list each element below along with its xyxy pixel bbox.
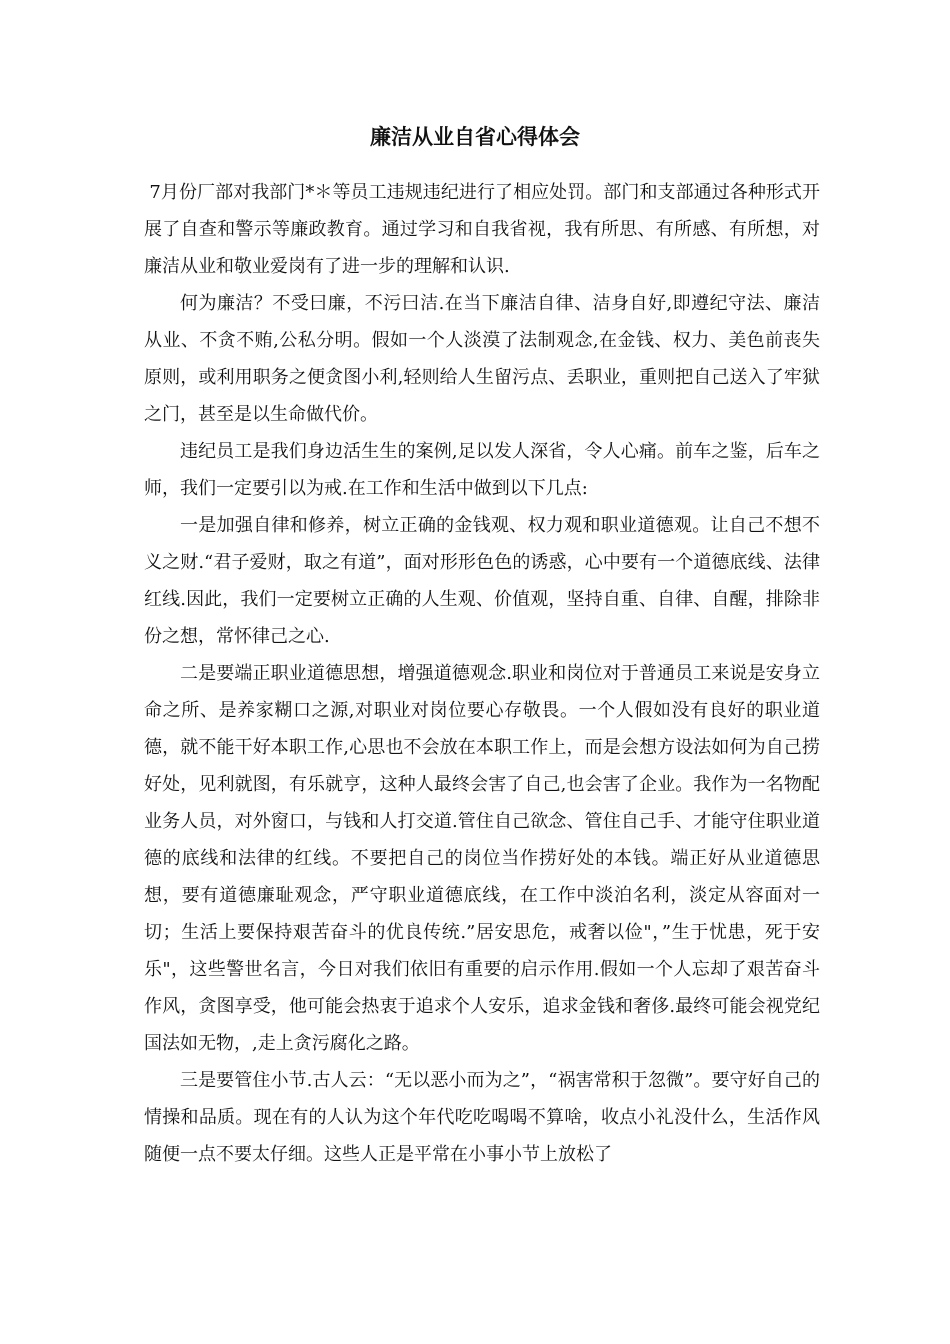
paragraph-point-one: 一是加强自律和修养，树立正确的金钱观、权力观和职业道德观。让自己不想不义之财.“君子爱财，取之有道”，面对形形色色的诱惑，心中要有一个道德底线、法律红线.因此，我们一定要树立正确的人生观、价值观，坚持自重、自律、自醒，排除非份之想，常怀律己之心.	[144, 515, 820, 647]
document-body	[144, 174, 820, 1173]
document-title: 廉洁从业自省心得体会	[370, 125, 580, 149]
paragraph-what-is-integrity: 何为廉洁？不受曰廉，不污曰洁.在当下廉洁自律、洁身自好,即遵纪守法、廉洁从业、不贪不贿,公私分明。假如一个人淡漠了法制观念,在金钱、权力、美色前丧失原则，或利用职务之便贪图小利,轻则给人生留污点、丢职业，重则把自己送入了牢狱之门，甚至是以生命做代价。	[144, 293, 820, 425]
paragraph-point-two: 二是要端正职业道德思想，增强道德观念.职业和岗位对于普通员工来说是安身立命之所、是养家糊口之源,对职业对岗位要心存敬畏。一个人假如没有良好的职业道德，就不能干好本职工作,心思也不会放在本职工作上，而是会想方设法如何为自己捞好处，见利就图，有乐就亨，这种人最终会害了自己,也会害了企业。我作为一名物配业务人员，对外窗口，与钱和人打交道.管住自己欲念、管住自己手、才能守住职业道德的底线和法律的红线。不要把自己的岗位当作捞好处的本钱。端正好从业道德思想，要有道德廉耻观念，严守职业道德底线，在工作中淡泊名利，淡定从容面对一切；生活上要保持艰苦奋斗的优良传统.”居安思危，戒奢以俭"，”生于忧患，死于安乐"，这些警世名言，今日对我们依旧有重要的启示作用.假如一个人忘却了艰苦奋斗作风，贪图享受，他可能会热衷于追求个人安乐，追求金钱和奢侈.最终可能会视党纪国法如无物，,走上贪污腐化之路。	[144, 663, 820, 1054]
paragraph-point-three: 三是要管住小节.古人云：“无以恶小而为之”，“祸害常积于忽微”。要守好自己的情操和品质。现在有的人认为这个年代吃吃喝喝不算啥，收点小礼没什么，生活作风随便一点不要太仔细。这些人正是平常在小事小节上放松了	[144, 1070, 820, 1165]
paragraph-penalty-notice: 7月份厂部对我部门*＊等员工违规违纪进行了相应处罚。部门和支部通过各种形式开展了自查和警示等廉政教育。通过学习和自我省视，我有所思、有所感、有所想，对廉洁从业和敬业爱岗有了进一步的理解和认识.	[144, 182, 820, 277]
paragraph-lessons: 违纪员工是我们身边活生生的案例,足以发人深省，令人心痛。前车之鉴，后车之师，我们一定要引以为戒.在工作和生活中做到以下几点:	[144, 441, 820, 499]
